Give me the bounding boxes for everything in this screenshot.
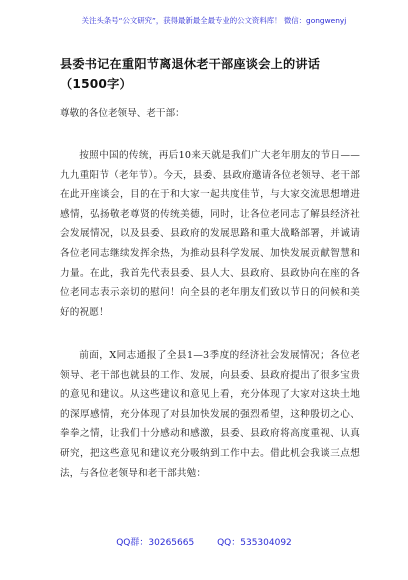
body-paragraph-2: 前面，X同志通报了全县1—3季度的经济社会发展情况；各位老领导、老干部也就县的工作、发展，向县委、县政府提出了很多宝贵的意见和建议。从这些建议和意见上看，充分体现了大家对这块土地的深厚感情，充分体现了对县加快发展的强烈希望，这种殷切之心、拳拳之情，让我们十分感动和感激，县委、县政府将高度重视、认真研究，把这些意见和建议充分吸纳到工作中去。借此机会我谈三点想法，与各位老领导和老干部共勉：	[60, 350, 360, 479]
footer-qq-group: QQ群：30265665	[116, 538, 195, 548]
top-banner: 关注头条号“公文研究”，获得最新最全最专业的公文资料库！ 微信：gongwenyj	[81, 16, 347, 25]
salutation: 尊敬的各位老领导、老干部：	[60, 108, 185, 119]
body-paragraph-1: 按照中国的传统，再后10来天就是我们广大老年朋友的节日——九九重阳节（老年节）。今天，县委、县政府邀请各位老领导、老干部在此开座谈会，目的在于和大家一起共度佳节，与大家交流思想增进感情，弘扬敬老尊贤的传统美德，同时，让各位老同志了解县经济社会发展情况，以及县委、县政府的发展思路和重大战略部署，并诚请各位老同志继续发挥余热，为推动县科学发展、加快发展贡献智慧和力量。在此，我首先代表县委、县人大、县政府、县政协向在座的各位老同志表示亲切的慰问！向全县的老年朋友们致以节日的问候和美好的祝愿！	[60, 150, 360, 318]
footer-contact	[0, 535, 408, 548]
document-title: 县委书记在重阳节离退休老干部座谈会上的讲话（1500字）	[60, 57, 321, 91]
footer-qq: QQ：535304092	[217, 538, 292, 548]
